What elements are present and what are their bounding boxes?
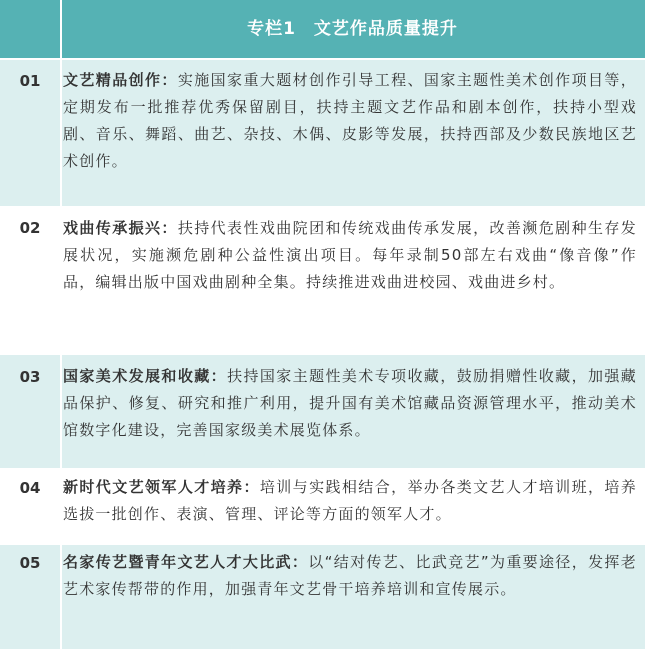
column-divider xyxy=(60,355,62,468)
item-number-cell xyxy=(0,207,60,354)
item-number: 03 xyxy=(19,368,41,386)
column-header xyxy=(0,0,645,58)
item-content xyxy=(63,549,637,603)
list-item xyxy=(0,469,645,544)
item-number: 02 xyxy=(19,219,41,237)
item-content xyxy=(63,215,637,296)
column-divider xyxy=(60,545,62,649)
list-item xyxy=(0,545,645,649)
item-number-cell xyxy=(0,469,60,544)
item-text: 培训与实践相结合，举办各类文艺人才培训班，培养选拔一批创作、表演、管理、评论等方面的领军人才。 xyxy=(63,478,637,523)
item-text: 扶持代表性戏曲院团和传统戏曲传承发展，改善濒危剧种生存发展状况，实施濒危剧种公益性演出项目。每年录制50部左右戏曲“像音像”作品，编辑出版中国戏曲剧种全集。持续推进戏曲进校园、戏曲进乡村。 xyxy=(63,219,637,291)
item-content xyxy=(63,67,637,175)
item-content xyxy=(63,363,637,444)
item-content xyxy=(63,474,637,528)
item-text: 以“结对传艺、比武竞艺”为重要途径，发挥老艺术家传帮带的作用，加强青年文艺骨干培养培训和宣传展示。 xyxy=(63,553,637,598)
item-number: 04 xyxy=(19,479,41,497)
item-text: 扶持国家主题性美术专项收藏，鼓励捐赠性收藏，加强藏品保护、修复、研究和推广利用，提升国有美术馆藏品资源管理水平，推动美术馆数字化建设，完善国家级美术展览体系。 xyxy=(63,367,637,439)
item-number: 05 xyxy=(19,554,41,572)
header-number-cell xyxy=(0,0,60,58)
item-lead: 文艺精品创作： xyxy=(63,71,178,89)
list-item xyxy=(0,355,645,468)
item-lead: 名家传艺暨青年文艺人才大比武： xyxy=(63,553,309,571)
item-lead: 戏曲传承振兴： xyxy=(63,219,178,237)
item-lead: 新时代文艺领军人才培养： xyxy=(63,478,260,496)
column-title: 专栏1 文艺作品质量提升 xyxy=(247,19,458,39)
item-text: 实施国家重大题材创作引导工程、国家主题性美术创作项目等，定期发布一批推荐优秀保留剧目，扶持主题文艺作品和剧本创作，扶持小型戏剧、音乐、舞蹈、曲艺、杂技、木偶、皮影等发展，扶持西部及少数民族地区艺术创作。 xyxy=(63,71,637,170)
item-number: 01 xyxy=(19,72,41,90)
list-item xyxy=(0,60,645,206)
column-divider xyxy=(60,207,62,354)
item-number-cell xyxy=(0,60,60,206)
list-item xyxy=(0,207,645,354)
column-divider xyxy=(60,469,62,544)
item-lead: 国家美术发展和收藏： xyxy=(63,367,228,385)
item-number-cell xyxy=(0,545,60,649)
item-number-cell xyxy=(0,355,60,468)
column-divider xyxy=(60,60,62,206)
